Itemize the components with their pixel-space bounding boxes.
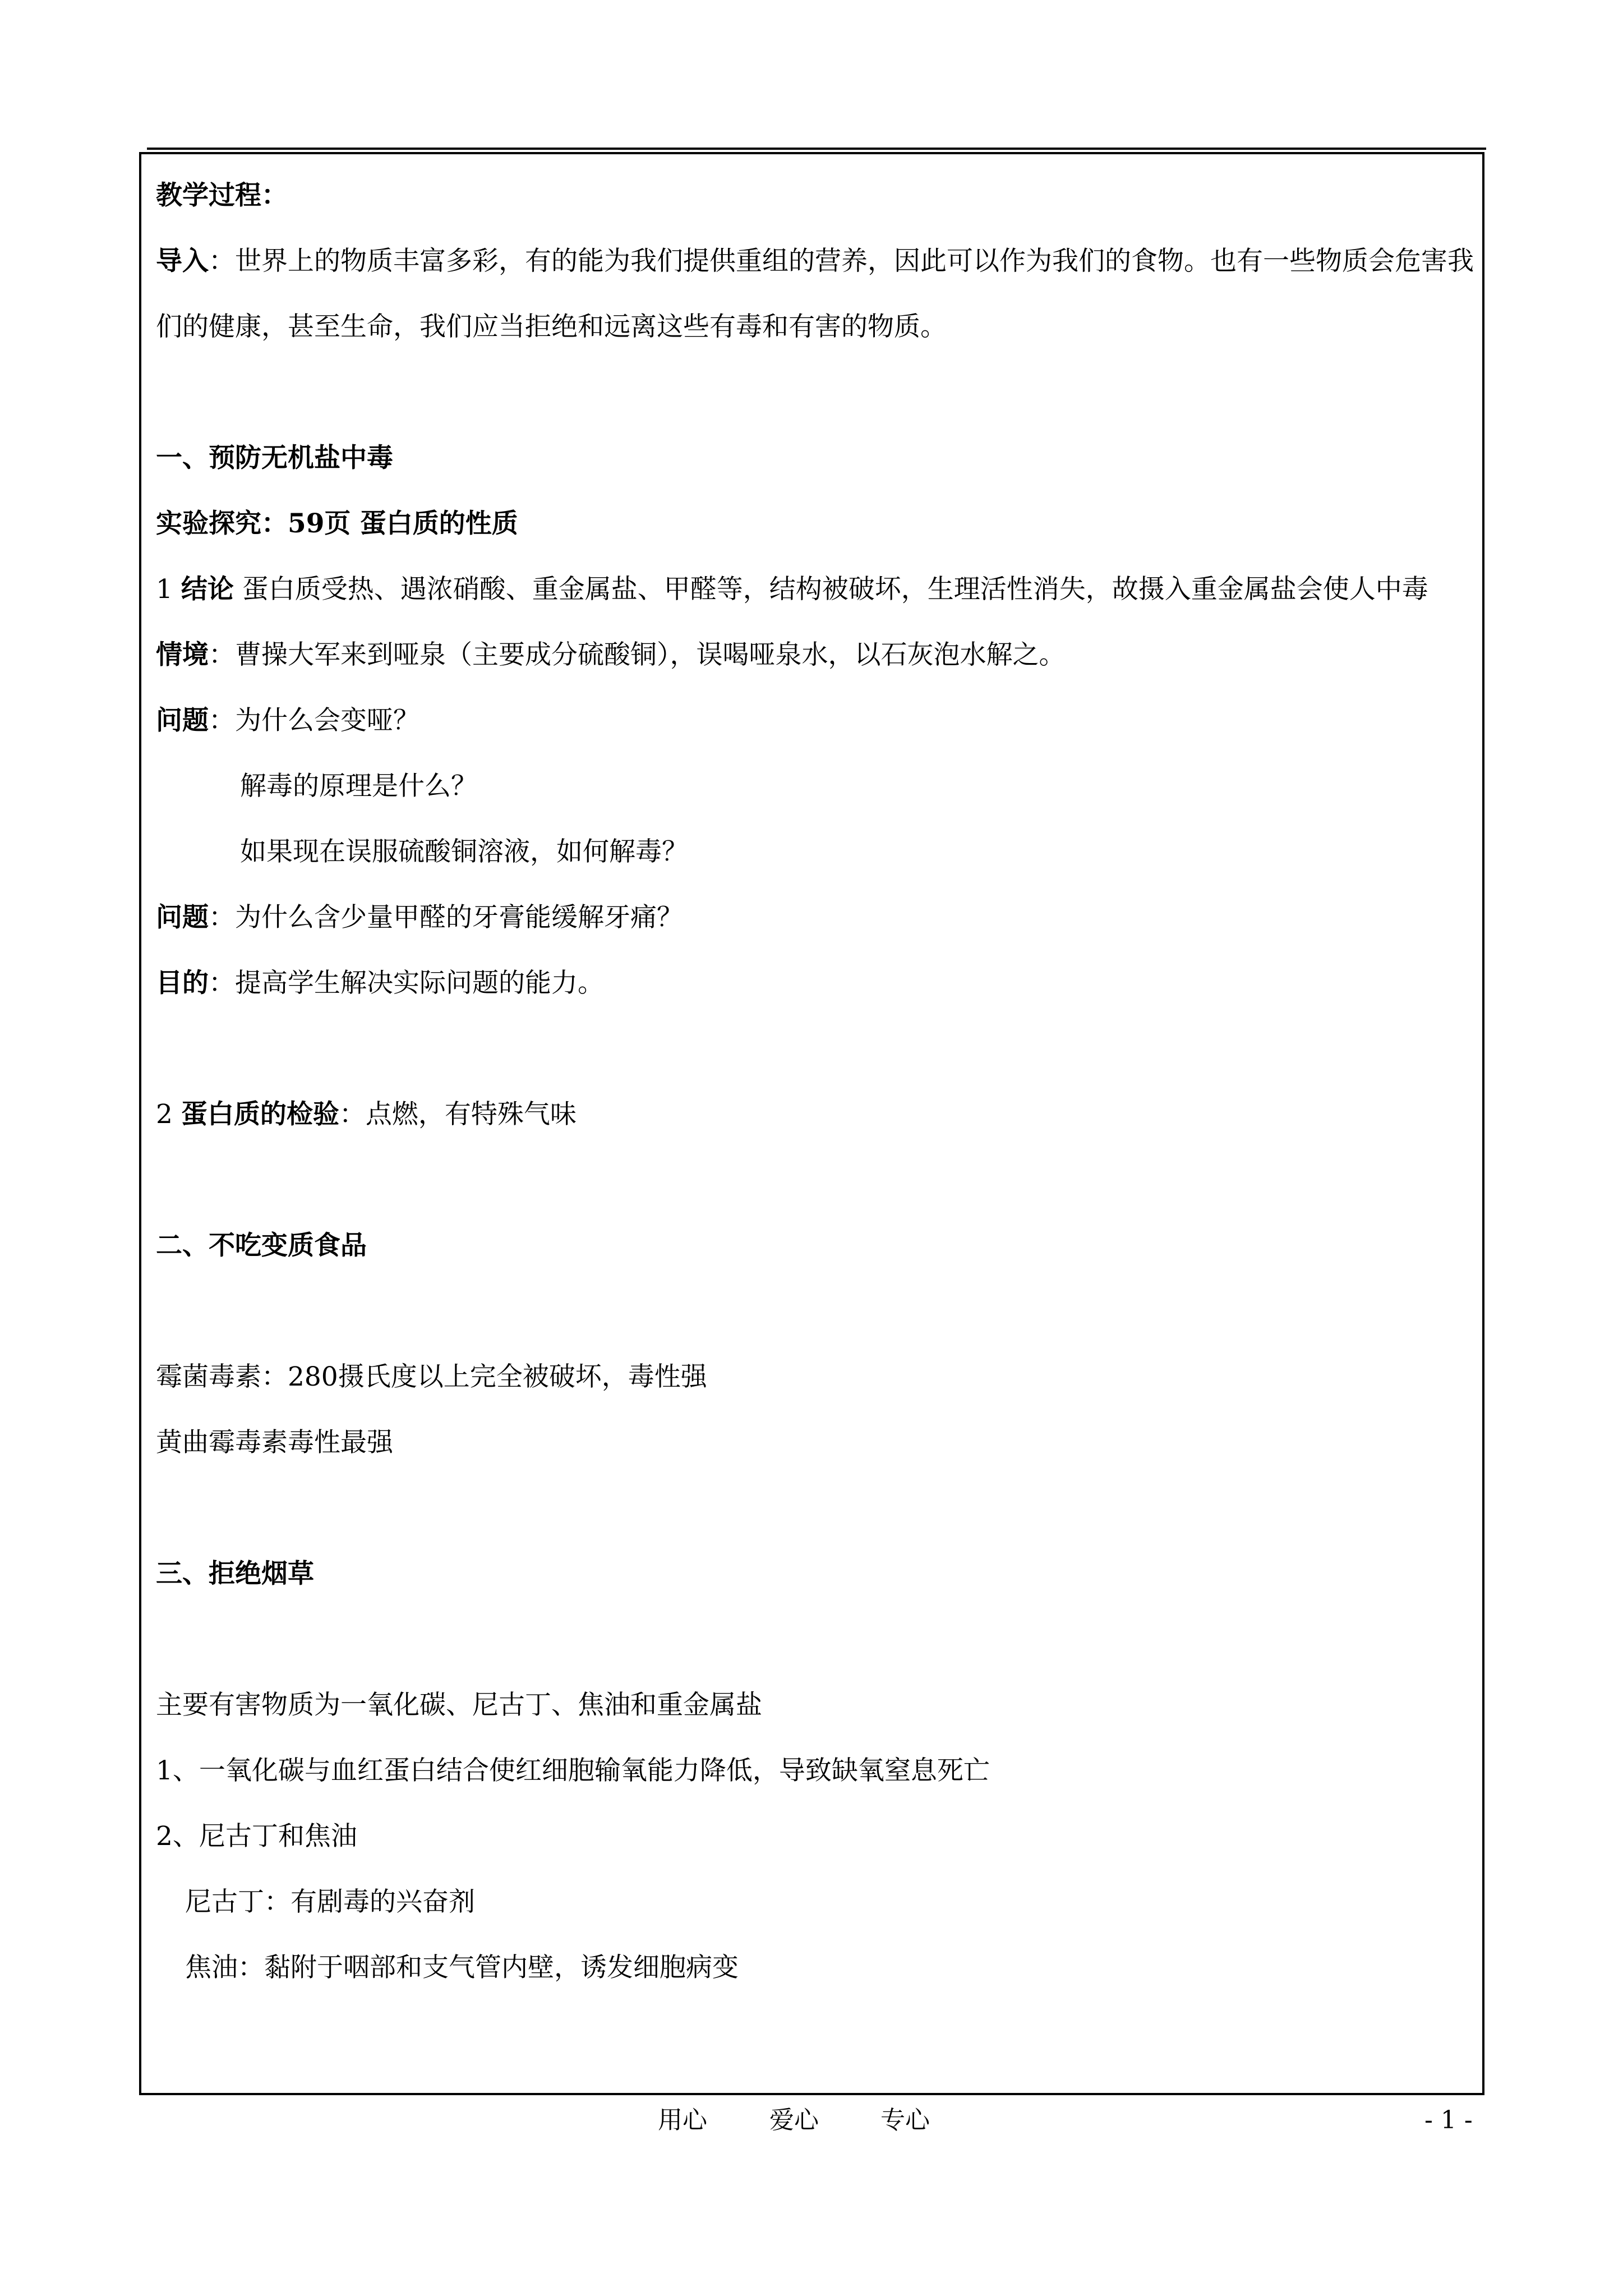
section-title-2: 二、不吃变质食品 [156, 1230, 367, 1261]
tar-line: 焦油：黏附于咽部和支气管内壁，诱发细胞病变 [185, 1952, 739, 1983]
header-rule [147, 148, 1486, 150]
carbon-monoxide-line: 1、一氧化碳与血红蛋白结合使红细胞输氧能力降低，导致缺氧窒息死亡 [156, 1755, 990, 1786]
mycotoxin-line: 霉菌毒素：280摄氏度以上完全被破坏，毒性强 [156, 1361, 707, 1392]
question-line-4: 问题：为什么含少量甲醛的牙膏能缓解牙痛？ [156, 902, 683, 933]
footer-motto-2: 爱心 [769, 2106, 819, 2134]
section-title-3: 三、拒绝烟草 [156, 1558, 314, 1589]
nicotine-tar-line: 2、尼古丁和焦油 [156, 1821, 357, 1852]
aflatoxin-line: 黄曲霉毒素毒性最强 [156, 1427, 393, 1458]
harmful-summary-line: 主要有害物质为一氧化碳、尼古丁、焦油和重金属盐 [156, 1690, 762, 1720]
section-title-1: 一、预防无机盐中毒 [156, 443, 393, 473]
question-line-2: 解毒的原理是什么？ [240, 771, 477, 802]
question-line-3: 如果现在误服硫酸铜溶液，如何解毒？ [240, 836, 688, 867]
scenario-line: 情境：曹操大军来到哑泉（主要成分硫酸铜），误喝哑泉水，以石灰泡水解之。 [156, 639, 1066, 670]
conclusion-paragraph: 1 结论 蛋白质受热、遇浓硝酸、重金属盐、甲醛等，结构被破坏，生理活性消失，故摄入重金属盐会使人中毒 [156, 574, 1428, 605]
footer-motto-1: 用心 [658, 2106, 707, 2134]
footer-motto-3: 专心 [880, 2106, 930, 2134]
page-number: - 1 - [1424, 2106, 1473, 2134]
intro-paragraph: 导入：世界上的物质丰富多彩，有的能为我们提供重组的营养，因此可以作为我们的食物。也有一些物质会危害我们的健康，甚至生命，我们应当拒绝和远离这些有毒和有害的物质。 [156, 246, 1474, 342]
page-heading: 教学过程： [156, 180, 288, 211]
experiment-label: 实验探究：59页 蛋白质的性质 [156, 508, 518, 539]
protein-test-line: 2 蛋白质的检验：点燃，有特殊气味 [156, 1099, 577, 1130]
purpose-line: 目的：提高学生解决实际问题的能力。 [156, 968, 604, 999]
nicotine-line: 尼古丁：有剧毒的兴奋剂 [185, 1887, 475, 1917]
question-line-1: 问题：为什么会变哑？ [156, 705, 419, 736]
lesson-content [156, 163, 1479, 2000]
